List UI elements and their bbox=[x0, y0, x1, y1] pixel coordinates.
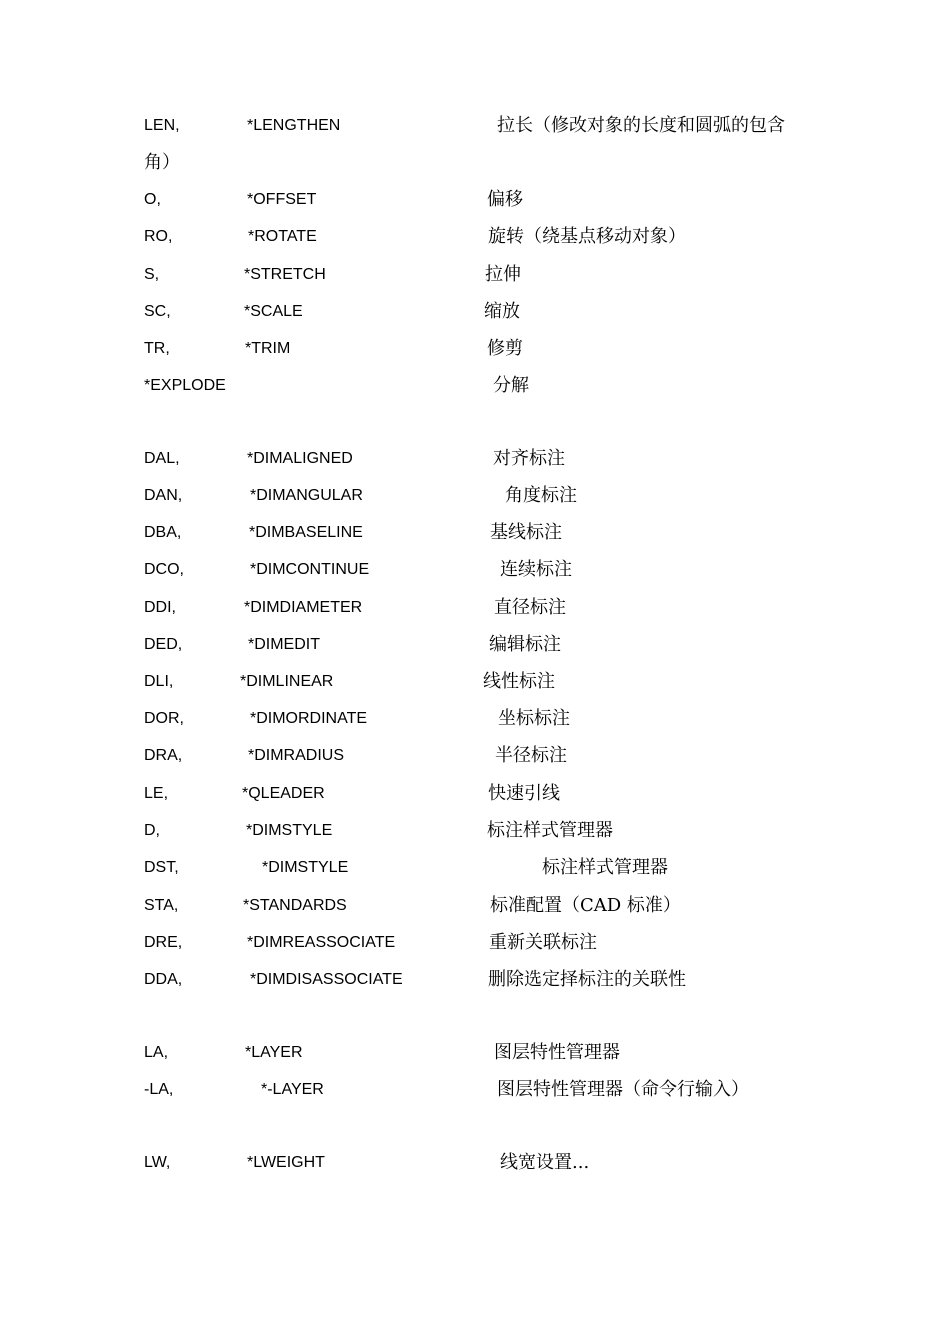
command-name: *LAYER bbox=[245, 1044, 303, 1061]
command-description: 修剪 bbox=[487, 338, 523, 359]
command-description: 标注样式管理器 bbox=[487, 820, 613, 841]
command-abbreviation: -LA, bbox=[144, 1081, 174, 1098]
command-abbreviation: TR, bbox=[144, 340, 170, 357]
command-name: *OFFSET bbox=[247, 191, 317, 208]
command-name: *ROTATE bbox=[248, 228, 317, 245]
command-name: *DIMSTYLE bbox=[246, 822, 333, 839]
command-row bbox=[0, 1075, 950, 1105]
command-description: 标准配置（CAD 标准） bbox=[490, 895, 681, 916]
command-abbreviation: RO, bbox=[144, 228, 173, 245]
command-row bbox=[0, 1148, 950, 1178]
command-name: *DIMORDINATE bbox=[250, 710, 368, 727]
command-description: 删除选定择标注的关联性 bbox=[488, 969, 686, 990]
command-abbreviation: LW, bbox=[144, 1154, 171, 1171]
command-description: 连续标注 bbox=[500, 559, 572, 580]
command-description: 半径标注 bbox=[495, 745, 567, 766]
command-name: *DIMCONTINUE bbox=[250, 561, 370, 578]
command-description: 线性标注 bbox=[483, 671, 555, 692]
command-description: 拉伸 bbox=[485, 264, 521, 285]
command-row bbox=[0, 667, 950, 697]
command-description: 缩放 bbox=[484, 301, 520, 322]
command-abbreviation: DRA, bbox=[144, 747, 183, 764]
command-description: 拉长（修改对象的长度和圆弧的包含 bbox=[497, 115, 785, 136]
command-abbreviation: DLI, bbox=[144, 673, 174, 690]
command-abbreviation: DDA, bbox=[144, 971, 183, 988]
command-name: *DIMREASSOCIATE bbox=[247, 934, 396, 951]
command-row-continuation bbox=[0, 148, 950, 178]
command-row bbox=[0, 111, 950, 141]
command-abbreviation: *EXPLODE bbox=[144, 377, 226, 394]
command-name: *TRIM bbox=[245, 340, 291, 357]
command-row bbox=[0, 297, 950, 327]
command-abbreviation: DDI, bbox=[144, 599, 176, 616]
command-description: 编辑标注 bbox=[489, 634, 561, 655]
command-row bbox=[0, 704, 950, 734]
command-name: *DIMALIGNED bbox=[247, 450, 353, 467]
command-abbreviation: O, bbox=[144, 191, 161, 208]
command-row bbox=[0, 481, 950, 511]
command-description: 分解 bbox=[493, 375, 529, 396]
command-row bbox=[0, 334, 950, 364]
command-name: *SCALE bbox=[244, 303, 303, 320]
command-description-continuation: 角） bbox=[144, 152, 180, 173]
command-abbreviation: DAN, bbox=[144, 487, 183, 504]
command-description: 偏移 bbox=[487, 189, 523, 210]
command-description: 直径标注 bbox=[494, 597, 566, 618]
command-abbreviation: STA, bbox=[144, 897, 179, 914]
command-abbreviation: D, bbox=[144, 822, 160, 839]
command-description: 对齐标注 bbox=[493, 448, 565, 469]
command-row bbox=[0, 260, 950, 290]
command-abbreviation: S, bbox=[144, 266, 160, 283]
command-name: *DIMLINEAR bbox=[240, 673, 334, 690]
command-description: 角度标注 bbox=[505, 485, 577, 506]
command-name: *LWEIGHT bbox=[247, 1154, 325, 1171]
command-name: *-LAYER bbox=[261, 1081, 324, 1098]
command-description: 快速引线 bbox=[488, 783, 560, 804]
command-abbreviation: LE, bbox=[144, 785, 169, 802]
command-name: *DIMEDIT bbox=[248, 636, 320, 653]
command-row bbox=[0, 555, 950, 585]
command-row bbox=[0, 518, 950, 548]
command-description: 标注样式管理器 bbox=[542, 857, 668, 878]
command-abbreviation: DCO, bbox=[144, 561, 184, 578]
command-abbreviation: DST, bbox=[144, 859, 179, 876]
command-abbreviation: DED, bbox=[144, 636, 183, 653]
command-description: 线宽设置... bbox=[500, 1152, 590, 1173]
command-row bbox=[0, 185, 950, 215]
command-name: *STRETCH bbox=[244, 266, 326, 283]
command-abbreviation: DRE, bbox=[144, 934, 183, 951]
command-description: 坐标标注 bbox=[498, 708, 570, 729]
command-abbreviation: LEN, bbox=[144, 117, 180, 134]
command-row bbox=[0, 816, 950, 846]
command-row bbox=[0, 853, 950, 883]
command-abbreviation: SC, bbox=[144, 303, 171, 320]
command-name: *DIMDISASSOCIATE bbox=[250, 971, 403, 988]
command-abbreviation: LA, bbox=[144, 1044, 169, 1061]
command-description: 重新关联标注 bbox=[489, 932, 597, 953]
command-row bbox=[0, 630, 950, 660]
command-name: *DIMANGULAR bbox=[250, 487, 363, 504]
command-name: *DIMBASELINE bbox=[249, 524, 363, 541]
command-abbreviation: DOR, bbox=[144, 710, 184, 727]
command-row bbox=[0, 741, 950, 771]
command-name: *DIMSTYLE bbox=[262, 859, 349, 876]
command-description: 图层特性管理器（命令行输入） bbox=[497, 1079, 749, 1100]
command-name: *DIMDIAMETER bbox=[244, 599, 363, 616]
command-name: *QLEADER bbox=[242, 785, 325, 802]
command-name: *DIMRADIUS bbox=[248, 747, 345, 764]
command-row bbox=[0, 1038, 950, 1068]
command-row bbox=[0, 593, 950, 623]
command-row bbox=[0, 222, 950, 252]
command-row bbox=[0, 444, 950, 474]
command-description: 图层特性管理器 bbox=[494, 1042, 620, 1063]
command-row bbox=[0, 779, 950, 809]
command-row bbox=[0, 928, 950, 958]
command-description: 旋转（绕基点移动对象） bbox=[488, 226, 686, 247]
command-row bbox=[0, 371, 950, 401]
command-row bbox=[0, 891, 950, 921]
command-abbreviation: DBA, bbox=[144, 524, 182, 541]
command-description: 基线标注 bbox=[490, 522, 562, 543]
command-name: *STANDARDS bbox=[243, 897, 347, 914]
command-row bbox=[0, 965, 950, 995]
command-name: *LENGTHEN bbox=[247, 117, 341, 134]
command-abbreviation: DAL, bbox=[144, 450, 180, 467]
